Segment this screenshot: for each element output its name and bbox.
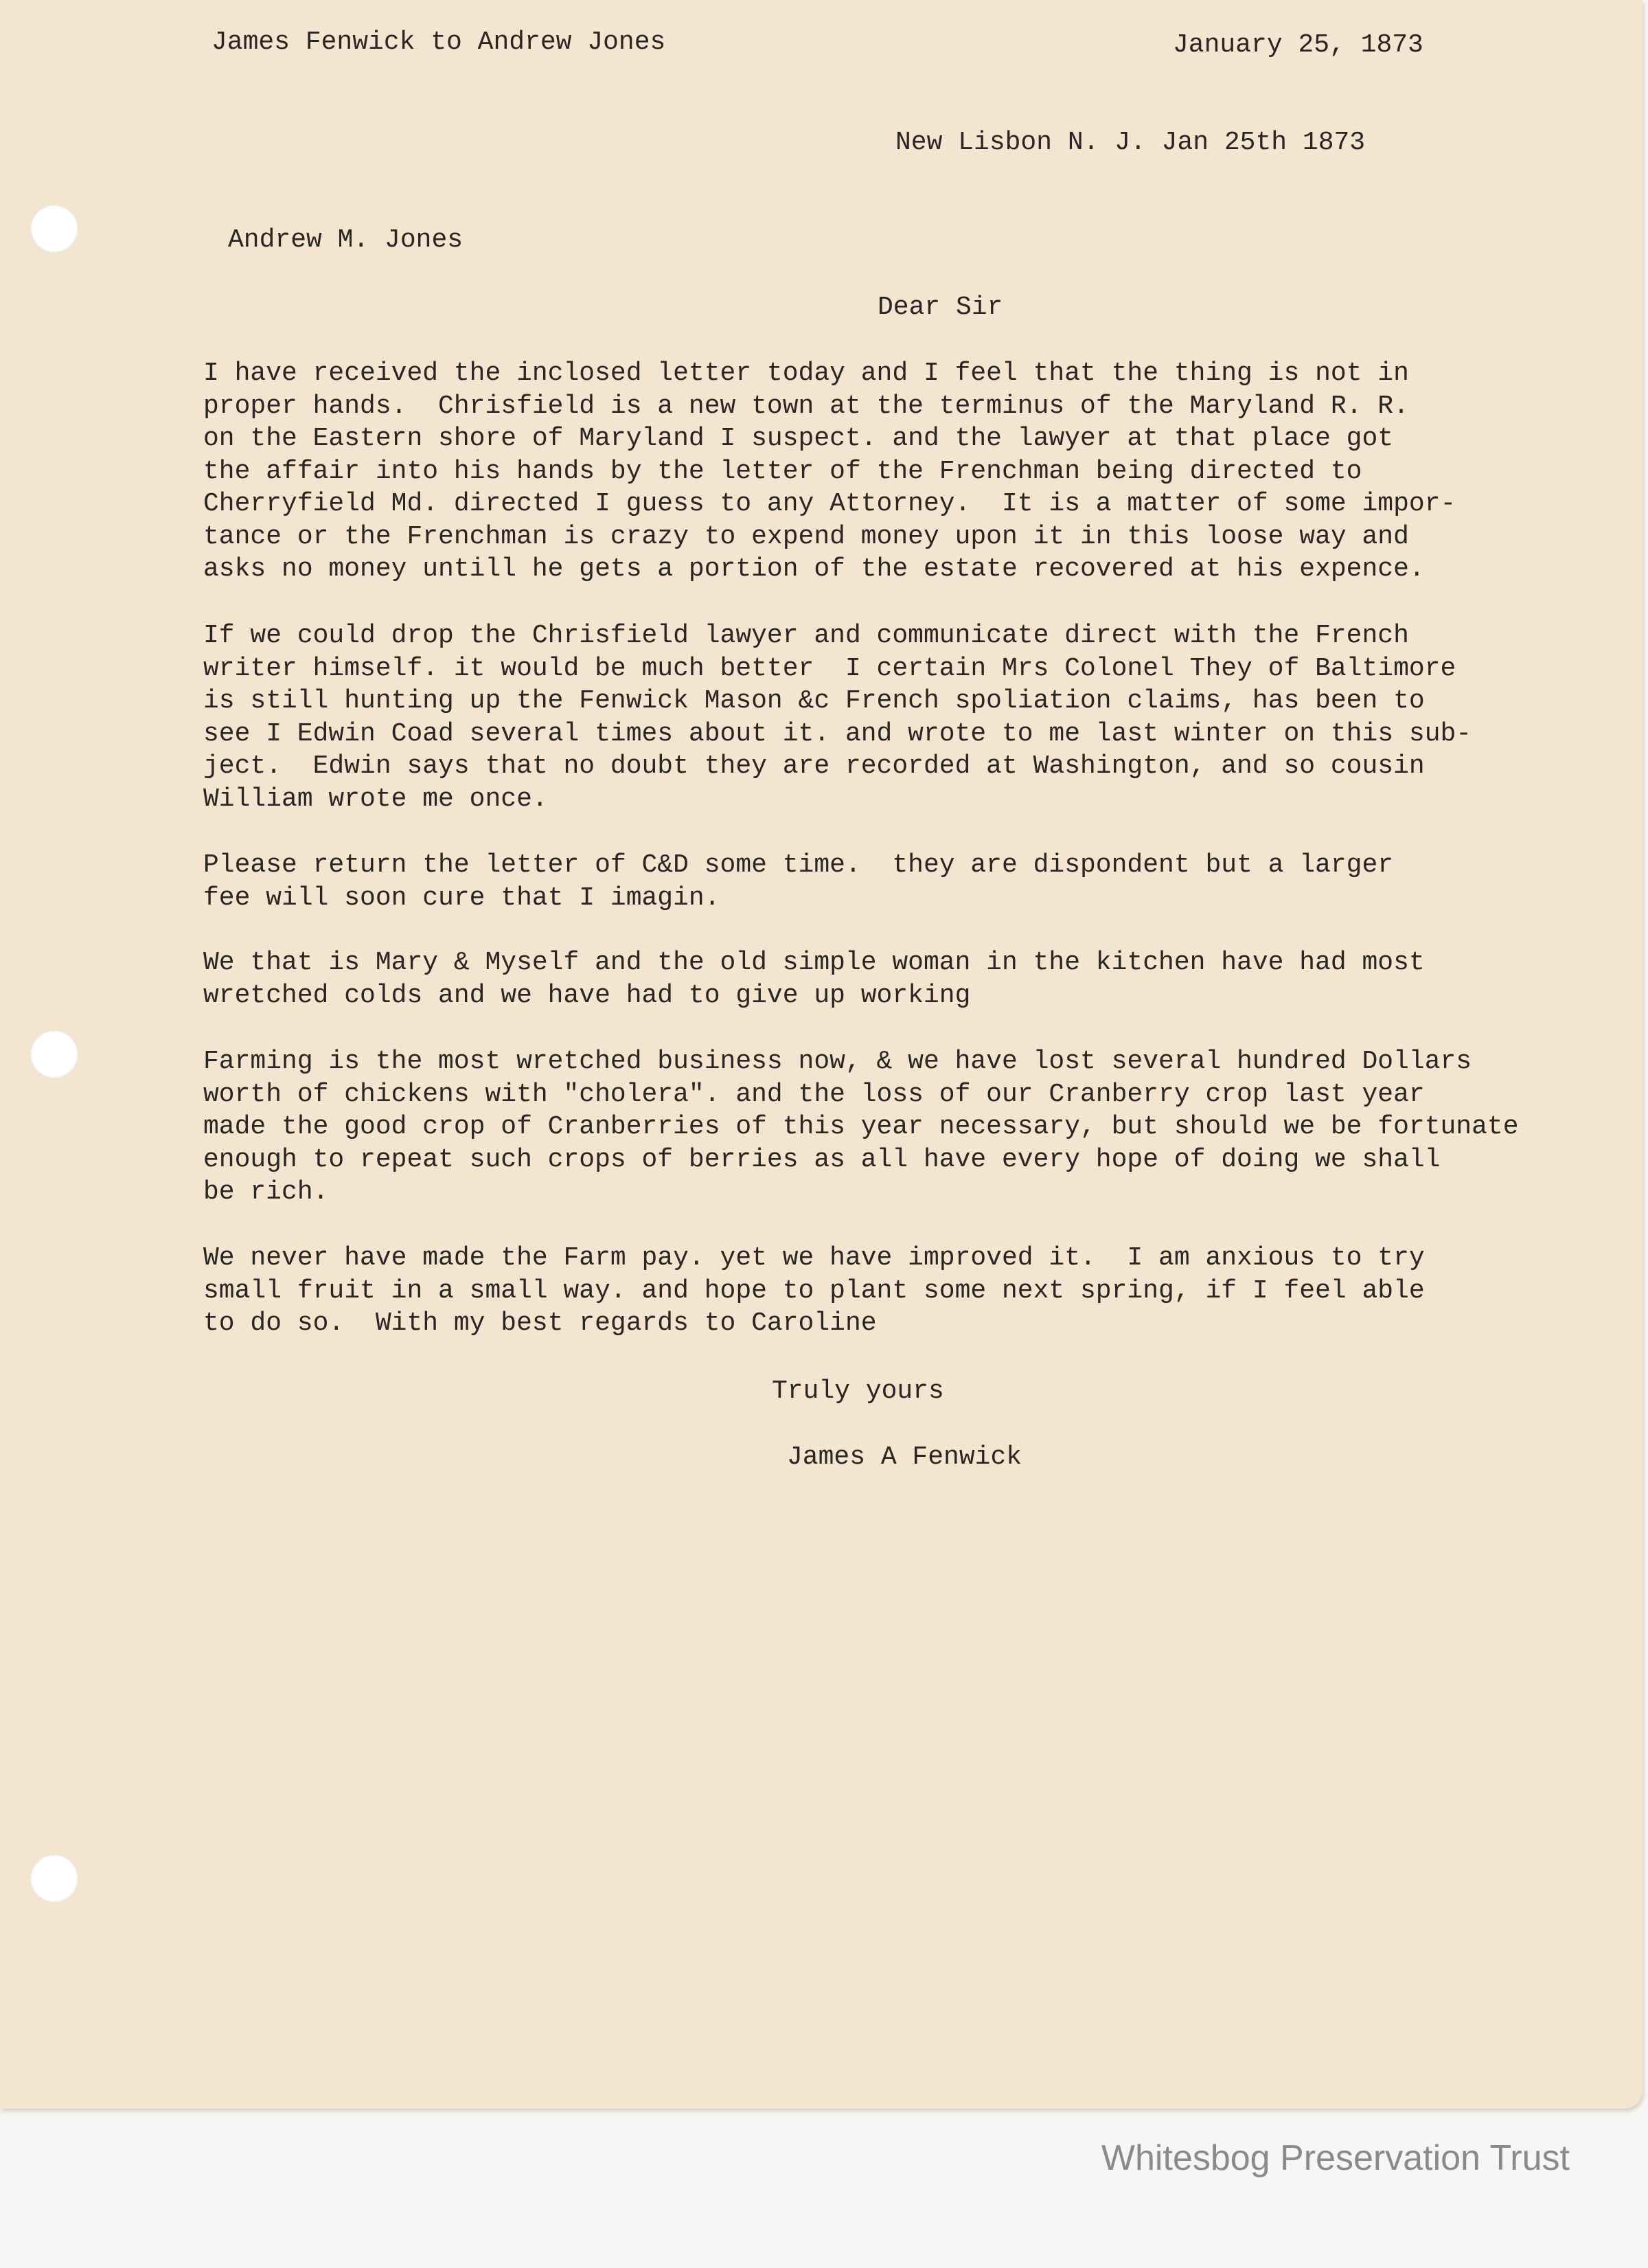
- punch-hole: [30, 1855, 78, 1903]
- place-date: New Lisbon N. J. Jan 25th 1873: [895, 128, 1366, 157]
- text-line: made the good crop of Cranberries of this year necessary, but should we be fortunate: [203, 1112, 1519, 1142]
- text-line: Cherryfield Md. directed I guess to any Attorney. It is a matter of some impor-: [203, 489, 1456, 519]
- punch-hole: [30, 1030, 78, 1078]
- text-line: wretched colds and we have had to give up working: [203, 980, 971, 1010]
- text-line: proper hands. Chrisfield is a new town at the terminus of the Maryland R. R.: [203, 391, 1409, 421]
- text-line: see I Edwin Coad several times about it. and wrote to me last winter on this sub-: [203, 718, 1472, 749]
- text-line: be rich.: [203, 1177, 329, 1207]
- watermark: Whitesbog Preservation Trust: [1101, 2138, 1570, 2178]
- header-date: January 25, 1873: [1173, 30, 1423, 60]
- signature: James A Fenwick: [787, 1442, 1022, 1472]
- letter-paragraph: [203, 1045, 1519, 1209]
- letter-paragraph: [203, 1242, 1425, 1340]
- text-line: William wrote me once.: [203, 784, 548, 814]
- text-line: If we could drop the Chrisfield lawyer and communicate direct with the French: [203, 621, 1409, 650]
- header-title: James Fenwick to Andrew Jones: [211, 27, 666, 57]
- letter-paragraph: [203, 620, 1472, 815]
- text-line: I have received the inclosed letter today and I feel that the thing is not in: [203, 359, 1409, 388]
- text-line: worth of chickens with "cholera". and the loss of our Cranberry crop last year: [203, 1079, 1425, 1109]
- letter-paragraph: [203, 849, 1393, 914]
- text-line: We never have made the Farm pay. yet we have improved it. I am anxious to try: [203, 1243, 1425, 1273]
- text-line: ject. Edwin says that no doubt they are recorded at Washington, and so cousin: [203, 751, 1425, 781]
- punch-hole: [30, 205, 78, 253]
- text-line: Farming is the most wretched business now, & we have lost several hundred Dollars: [203, 1047, 1472, 1076]
- recipient: Andrew M. Jones: [228, 225, 464, 255]
- text-line: We that is Mary & Myself and the old simple woman in the kitchen have had most: [203, 948, 1425, 977]
- text-line: writer himself. it would be much better I certain Mrs Colonel They of Baltimore: [203, 653, 1456, 683]
- closing: Truly yours: [772, 1376, 944, 1406]
- text-line: asks no money untill he gets a portion of the estate recovered at his expence.: [203, 554, 1425, 584]
- text-line: fee will soon cure that I imagin.: [203, 883, 720, 913]
- text-line: the affair into his hands by the letter of the Frenchman being directed to: [203, 456, 1362, 486]
- text-line: small fruit in a small way. and hope to plant some next spring, if I feel able: [203, 1275, 1425, 1306]
- text-line: enough to repeat such crops of berries as all have every hope of doing we shall: [203, 1144, 1441, 1175]
- letter-paragraph: [203, 946, 1425, 1012]
- text-line: to do so. With my best regards to Caroline: [203, 1308, 877, 1338]
- text-line: is still hunting up the Fenwick Mason &c French spoliation claims, has been to: [203, 686, 1425, 716]
- salutation: Dear Sir: [878, 293, 1003, 322]
- letter-paragraph: [203, 357, 1456, 586]
- text-line: Please return the letter of C&D some time. they are dispondent but a larger: [203, 850, 1394, 880]
- text-line: tance or the Frenchman is crazy to expend money upon it in this loose way and: [203, 521, 1409, 552]
- text-line: on the Eastern shore of Maryland I suspect. and the lawyer at that place got: [203, 424, 1394, 453]
